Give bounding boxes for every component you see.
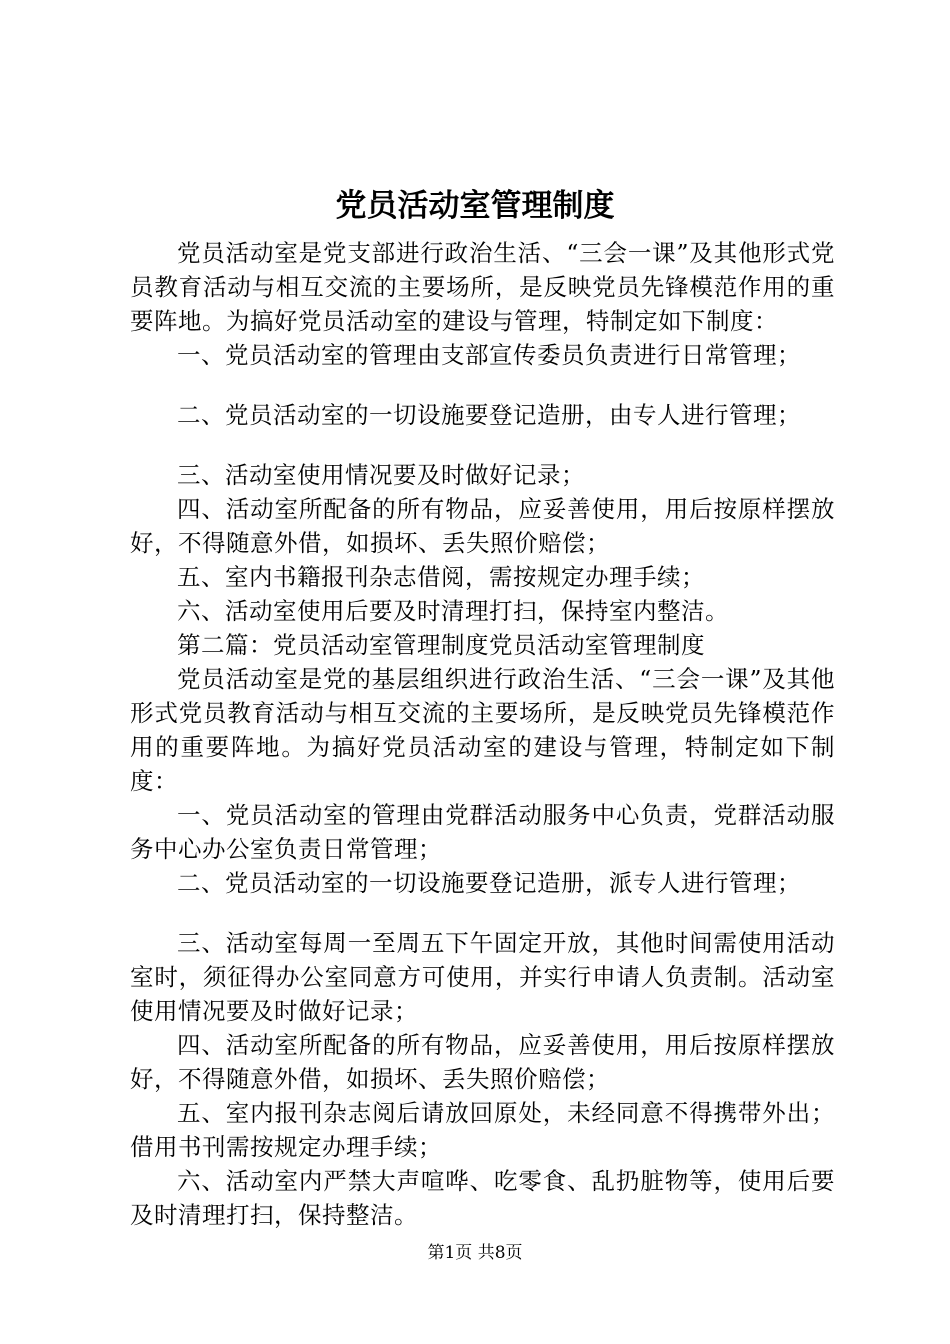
rule-item-2-6: 六、活动室内严禁大声喧哗、吃零食、乱扔脏物等，使用后要及时清理打扫，保持整洁。 bbox=[130, 1167, 835, 1229]
rule-item-2-3: 三、活动室每周一至周五下午固定开放，其他时间需使用活动室时，须征得办公室同意方可使用，并实行申请人负责制。活动室使用情况要及时做好记录； bbox=[130, 929, 835, 1025]
rule-item-2-4: 四、活动室所配备的所有物品，应妥善使用，用后按原样摆放好，不得随意外借，如损坏、丢失照价赔偿； bbox=[130, 1031, 835, 1093]
intro-paragraph: 党员活动室是党支部进行政治生活、“三会一课”及其他形式党员教育活动与相互交流的主要场所，是反映党员先锋模范作用的重要阵地。为搞好党员活动室的建设与管理，特制定如下制度： bbox=[130, 239, 835, 335]
rule-item-4: 四、活动室所配备的所有物品，应妥善使用，用后按原样摆放好，不得随意外借，如损坏、丢失照价赔偿； bbox=[130, 495, 835, 557]
rule-item-3: 三、活动室使用情况要及时做好记录； bbox=[177, 461, 585, 489]
rule-item-2-1: 一、党员活动室的管理由党群活动服务中心负责，党群活动服务中心办公室负责日常管理； bbox=[130, 801, 835, 863]
section-heading-2: 第二篇：党员活动室管理制度党员活动室管理制度 bbox=[177, 631, 705, 659]
rule-item-2-2: 二、党员活动室的一切设施要登记造册，派专人进行管理； bbox=[177, 869, 801, 897]
rule-item-2-5: 五、室内报刊杂志阅后请放回原处，未经同意不得携带外出；借用书刊需按规定办理手续； bbox=[130, 1099, 835, 1161]
page-footer: 第1页 共8页 bbox=[427, 1243, 523, 1263]
rule-item-1: 一、党员活动室的管理由支部宣传委员负责进行日常管理； bbox=[177, 341, 801, 369]
rule-item-2: 二、党员活动室的一切设施要登记造册，由专人进行管理； bbox=[177, 401, 801, 429]
document-title: 党员活动室管理制度 bbox=[335, 188, 615, 224]
intro-paragraph-2: 党员活动室是党的基层组织进行政治生活、“三会一课”及其他形式党员教育活动与相互交流的主要场所，是反映党员先锋模范作用的重要阵地。为搞好党员活动室的建设与管理，特制定如下制度： bbox=[130, 665, 835, 795]
rule-item-6: 六、活动室使用后要及时清理打扫，保持室内整洁。 bbox=[177, 597, 729, 625]
rule-item-5: 五、室内书籍报刊杂志借阅，需按规定办理手续； bbox=[177, 563, 705, 591]
document-body bbox=[130, 236, 835, 1232]
